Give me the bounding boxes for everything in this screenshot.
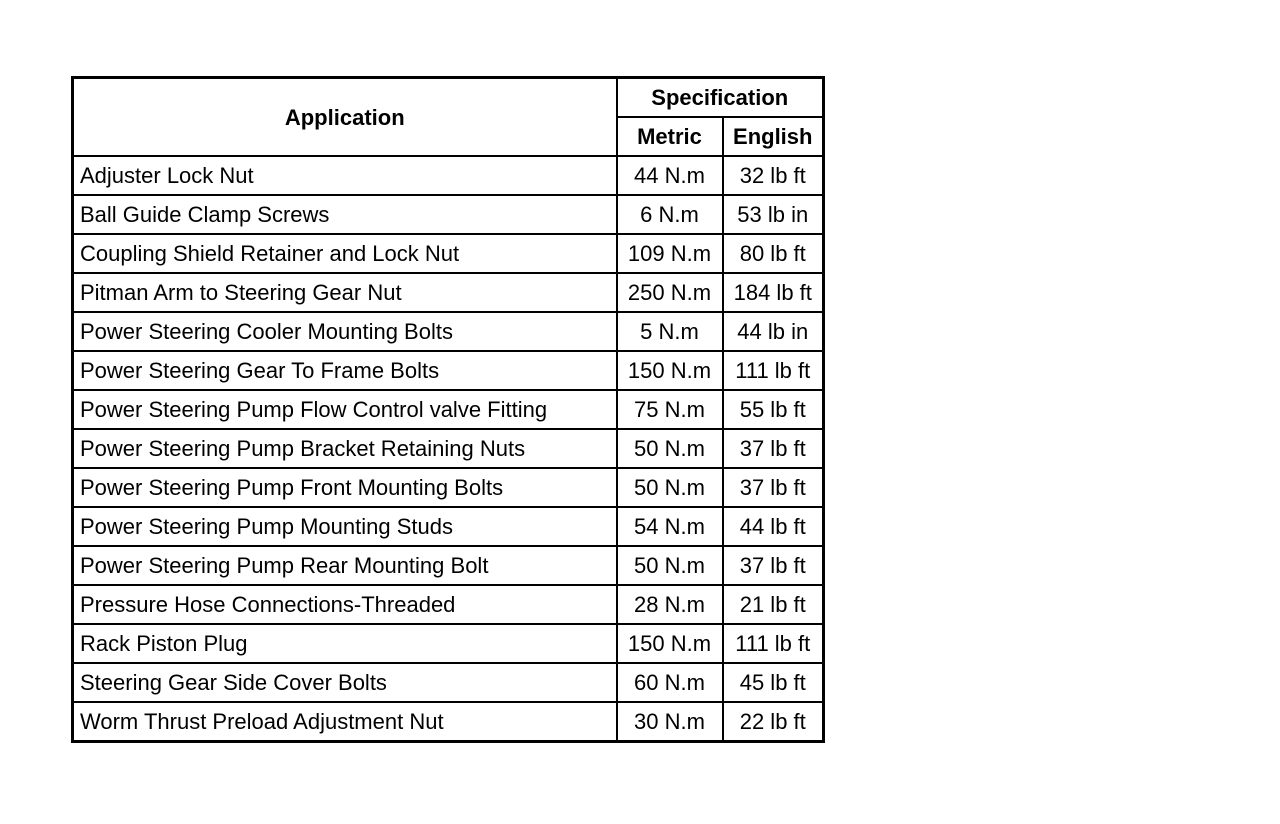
header-metric: Metric [617,117,723,156]
cell-application: Power Steering Pump Mounting Studs [73,507,617,546]
cell-metric: 50 N.m [617,429,723,468]
cell-application: Rack Piston Plug [73,624,617,663]
table-row [73,585,824,624]
cell-english: 44 lb ft [723,507,824,546]
cell-application: Coupling Shield Retainer and Lock Nut [73,234,617,273]
cell-application: Worm Thrust Preload Adjustment Nut [73,702,617,742]
table-row [73,663,824,702]
cell-english: 111 lb ft [723,624,824,663]
cell-english: 37 lb ft [723,468,824,507]
cell-english: 37 lb ft [723,429,824,468]
cell-metric: 60 N.m [617,663,723,702]
table-row [73,546,824,585]
cell-application: Power Steering Pump Flow Control valve Fitting [73,390,617,429]
header-row-top [73,78,824,118]
table-row [73,390,824,429]
header-application: Application [73,78,617,157]
cell-english: 21 lb ft [723,585,824,624]
table-row [73,702,824,742]
cell-metric: 54 N.m [617,507,723,546]
cell-application: Pressure Hose Connections-Threaded [73,585,617,624]
cell-english: 184 lb ft [723,273,824,312]
cell-english: 53 lb in [723,195,824,234]
cell-application: Pitman Arm to Steering Gear Nut [73,273,617,312]
cell-metric: 250 N.m [617,273,723,312]
cell-metric: 44 N.m [617,156,723,195]
cell-english: 111 lb ft [723,351,824,390]
cell-application: Steering Gear Side Cover Bolts [73,663,617,702]
torque-spec-table [71,76,825,743]
cell-english: 44 lb in [723,312,824,351]
table-row [73,468,824,507]
cell-metric: 5 N.m [617,312,723,351]
cell-metric: 150 N.m [617,624,723,663]
table-row [73,351,824,390]
cell-application: Power Steering Gear To Frame Bolts [73,351,617,390]
table-row [73,507,824,546]
cell-application: Power Steering Cooler Mounting Bolts [73,312,617,351]
table-row [73,156,824,195]
table-body [73,156,824,742]
cell-english: 55 lb ft [723,390,824,429]
cell-metric: 50 N.m [617,468,723,507]
table-row [73,273,824,312]
table-row [73,624,824,663]
cell-metric: 6 N.m [617,195,723,234]
cell-application: Power Steering Pump Rear Mounting Bolt [73,546,617,585]
table-row [73,429,824,468]
cell-metric: 30 N.m [617,702,723,742]
cell-metric: 50 N.m [617,546,723,585]
cell-english: 37 lb ft [723,546,824,585]
table-row [73,312,824,351]
cell-english: 22 lb ft [723,702,824,742]
cell-application: Power Steering Pump Bracket Retaining Nuts [73,429,617,468]
cell-metric: 75 N.m [617,390,723,429]
cell-metric: 150 N.m [617,351,723,390]
cell-english: 80 lb ft [723,234,824,273]
cell-metric: 109 N.m [617,234,723,273]
table-row [73,234,824,273]
cell-application: Ball Guide Clamp Screws [73,195,617,234]
table-row [73,195,824,234]
cell-english: 32 lb ft [723,156,824,195]
cell-english: 45 lb ft [723,663,824,702]
table-header [73,78,824,157]
header-specification: Specification [617,78,824,118]
header-english: English [723,117,824,156]
cell-application: Adjuster Lock Nut [73,156,617,195]
cell-metric: 28 N.m [617,585,723,624]
cell-application: Power Steering Pump Front Mounting Bolts [73,468,617,507]
